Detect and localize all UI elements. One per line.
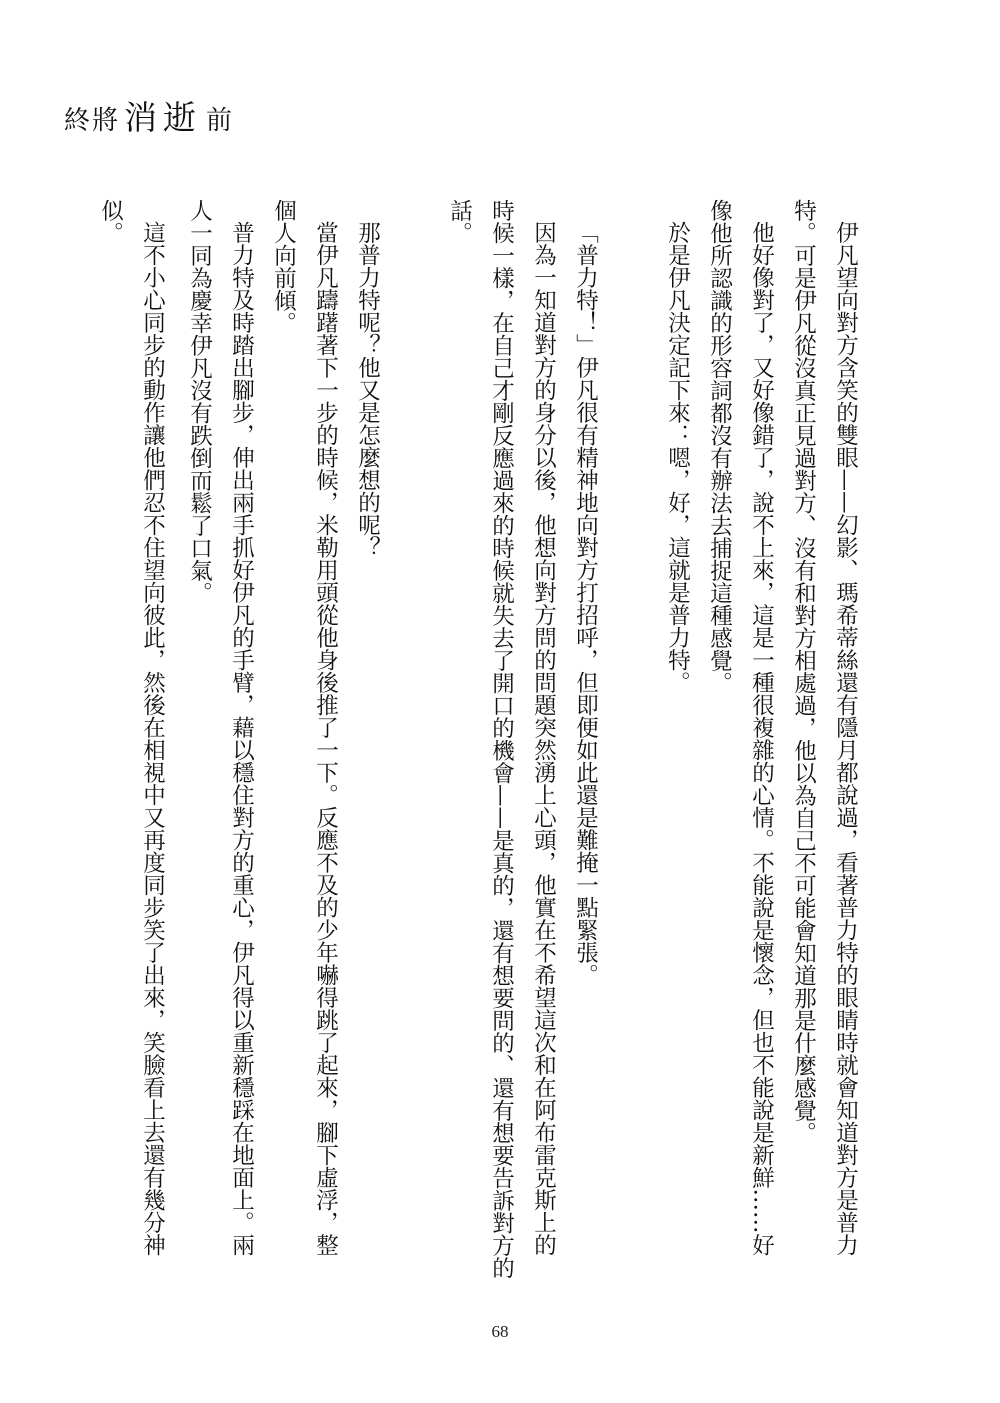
text-column-5: 於是伊凡決定記下來：嗯，好，這就是普力特。 bbox=[664, 221, 691, 694]
page-number: 68 bbox=[491, 1322, 509, 1341]
text-column-7: 因為一知道對方的身分以後，他想向對方問的問題突然湧上心頭，他實在不希望這次和在阿布雷克斯上的 bbox=[530, 221, 557, 1256]
text-column-6: 「普力特！」伊凡很有精神地向對方打招呼，但即便如此還是難掩一點緊張。 bbox=[572, 221, 599, 986]
text-column-4: 像他所認識的形容詞都沒有辦法去捕捉這種感覺。 bbox=[706, 199, 733, 694]
text-column-8: 時候一樣，在自己才剛反應過來的時候就失去了開口的機會——是真的，還有想要問的、還有想要告訴對方的 bbox=[488, 199, 515, 1279]
text-column-1: 伊凡望向對方含笑的雙眼——幻影、瑪希蒂絲還有隱月都說過，看著普力特的眼睛時就會知道對方是普力 bbox=[832, 221, 859, 1256]
chapter-title-part-1: 終將 bbox=[64, 106, 121, 136]
text-column-12: 個人向前傾。 bbox=[270, 199, 297, 334]
text-column-15: 這不小心同步的動作讓他們忍不住望向彼此，然後在相視中又再度同步笑了出來，笑臉看上去還有幾分神 bbox=[139, 221, 166, 1256]
text-column-9: 話。 bbox=[446, 199, 473, 244]
text-column-14: 人一同為慶幸伊凡沒有跌倒而鬆了口氣。 bbox=[186, 199, 213, 604]
text-column-13: 普力特及時踏出腳步，伸出兩手抓好伊凡的手臂，藉以穩住對方的重心，伊凡得以重新穩踩在地面上。兩 bbox=[228, 221, 255, 1256]
chapter-title-part-3: 前 bbox=[206, 106, 233, 136]
chapter-header bbox=[64, 92, 232, 140]
text-column-16: 似。 bbox=[97, 199, 124, 244]
chapter-title-part-2: 消逝 bbox=[124, 98, 203, 137]
text-column-3: 他好像對了，又好像錯了，說不上來，這是一種很複雜的心情。不能說是懷念，但也不能說是新鮮……好 bbox=[748, 221, 775, 1256]
text-column-11: 當伊凡躊躇著下一步的時候，米勒用頭從他身後推了一下。反應不及的少年嚇得跳了起來，腳下虛浮，整 bbox=[312, 221, 339, 1256]
text-column-2: 特。可是伊凡從沒真正見過對方、沒有和對方相處過，他以為自己不可能會知道那是什麼感覺。 bbox=[790, 199, 817, 1144]
text-column-10: 那普力特呢？他又是怎麼想的呢？ bbox=[354, 221, 381, 559]
